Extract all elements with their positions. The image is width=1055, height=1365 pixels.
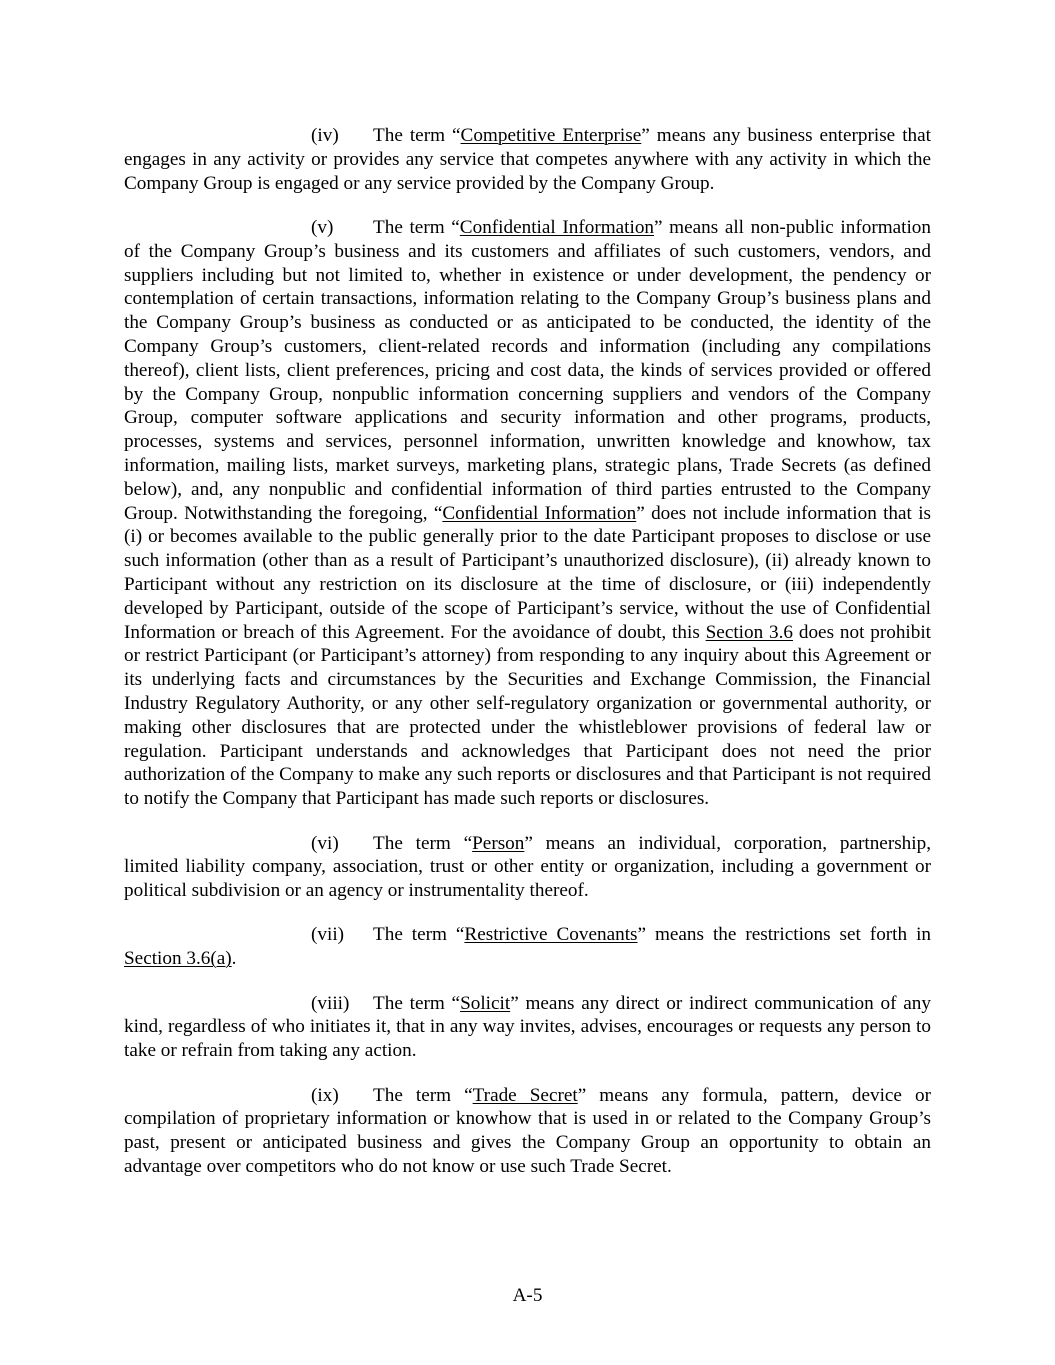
paragraph-lead: The term “ bbox=[373, 216, 460, 238]
paragraph-viii bbox=[124, 992, 931, 1063]
defined-term: Competitive Enterprise bbox=[460, 125, 642, 146]
page-number: A-5 bbox=[512, 1285, 543, 1306]
paragraph-lead: The term “ bbox=[373, 992, 461, 1014]
paragraph-number: (vi) bbox=[311, 832, 339, 854]
paragraph-text: ” means any formula, pattern, device or compilation of proprietary information or knowhow that is used in or related to the Company Group’s past, present or anticipated business and gives the Company Group an opportunity to obtain an advantage over competitors who do not know or use such Trade Secret. bbox=[124, 1084, 931, 1178]
paragraph-v bbox=[124, 216, 931, 811]
defined-term: Person bbox=[472, 832, 525, 854]
defined-term: Restrictive Covenants bbox=[464, 924, 638, 946]
paragraph-text: ” means the restrictions set forth in bbox=[637, 924, 931, 946]
paragraph-iv bbox=[124, 124, 931, 195]
section-reference: Section 3.6 bbox=[705, 621, 794, 643]
paragraph-text: ” does not include information that is (i) or becomes available to the public generally prior to the date Participant proposes to disclose or use such information (other than as a result of Participant’s unauthorized disclosure), (ii) already known to Participant without any restriction on its disclosure at the time of disclosure, or (iii) independently developed by Participant, outside of the scope of Participant’s service, without the use of Confidential Information or breach of this Agreement. For the avoidance of doubt, this bbox=[124, 502, 931, 643]
paragraph-text: ” means all non-public information of the Company Group’s business and its customers and affiliates of such customers, vendors, and suppliers including but not limited to, whether in existence or under development, the pendency or contemplation of certain transactions, information relating to the Company Group’s business plans and the Company Group’s business as conducted or as anticipated to be conducted, the identity of the Company Group’s customers, client-related records and information (including any compilations thereof), client lists, client preferences, pricing and cost data, the kinds of services provided or offered by the Company Group, nonpublic information concerning suppliers and vendors of the Company Group, computer software applications and security information and other programs, products, processes, systems and services, personnel information, unwritten knowledge and knowhow, tax information, mailing lists, market surveys, marketing plans, strategic plans, Trade Secrets (as defined below), and, any nonpublic and confidential information of third parties entrusted to the Company Group. Notwithstanding the foregoing, “ bbox=[124, 216, 931, 524]
defined-term: Trade Secret bbox=[472, 1084, 578, 1106]
paragraph-text: ” means an individual, corporation, partnership, limited liability company, association, trust or other entity or organization, including a government or political subdivision or an agency or instrumentality thereof. bbox=[124, 832, 931, 902]
paragraph-number: (ix) bbox=[311, 1084, 339, 1106]
defined-term-reference: Confidential Information bbox=[442, 502, 637, 524]
paragraph-lead: The term “ bbox=[373, 924, 465, 946]
section-reference: Section 3.6(a) bbox=[124, 948, 232, 970]
paragraph-vi bbox=[124, 832, 931, 903]
paragraph-text: ” means any business enterprise that engages in any activity or provides any service that competes anywhere with any activity in which the Company Group is engaged or any service provided by the Company Group. bbox=[124, 125, 931, 194]
paragraph-number: (iv) bbox=[311, 125, 339, 146]
paragraph-ix bbox=[124, 1084, 931, 1179]
paragraph-lead: The term “ bbox=[373, 1084, 473, 1106]
paragraph-vii bbox=[124, 923, 931, 971]
paragraph-lead: The term “ bbox=[373, 125, 461, 146]
paragraph-end: . bbox=[231, 948, 237, 970]
paragraph-text: ” means any direct or indirect communication of any kind, regardless of who initiates it, that in any way invites, advises, encourages or requests any person to take or refrain from taking any action. bbox=[124, 992, 931, 1062]
paragraph-number: (v) bbox=[311, 216, 334, 238]
defined-term: Confidential Information bbox=[459, 216, 655, 238]
paragraph-text: does not prohibit or restrict Participant (or Participant’s attorney) from responding to any inquiry about this Agreement or its underlying facts and circumstances by the Securities and Exchange Commission, the Financial Industry Regulatory Authority, or any other self-regulatory organization or governmental authority, or making other disclosures that are protected under the whistleblower provisions of federal law or regulation. Participant understands and acknowledges that Participant does not need the prior authorization of the Company to make any such reports or disclosures and that Participant is not required to notify the Company that Participant has made such reports or disclosures. bbox=[124, 621, 932, 810]
document-body bbox=[124, 124, 931, 1199]
paragraph-number: (viii) bbox=[311, 992, 350, 1014]
paragraph-lead: The term “ bbox=[373, 832, 473, 854]
defined-term: Solicit bbox=[460, 992, 511, 1014]
paragraph-number: (vii) bbox=[311, 924, 345, 946]
